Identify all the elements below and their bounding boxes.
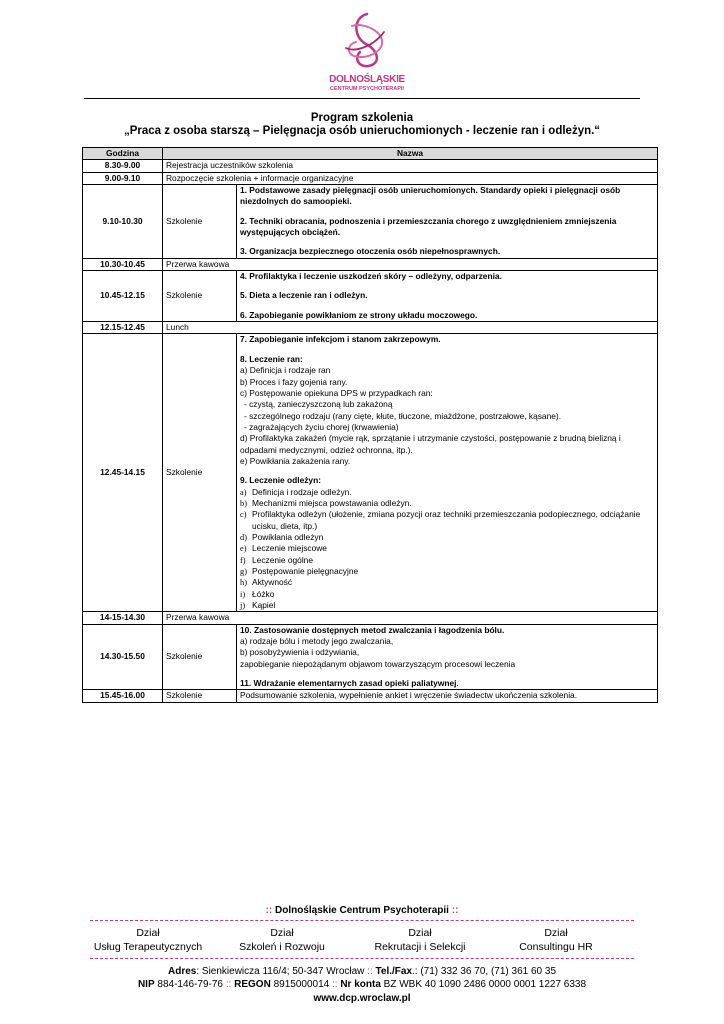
list-item [240, 600, 654, 611]
table-row [83, 624, 658, 690]
footer-website[interactable]: www.dcp.wroclaw.pl [313, 993, 411, 1004]
row-type: Szkolenie [163, 690, 237, 702]
row-time: 12.15-12.45 [83, 322, 163, 334]
konto-value: BZ WBK 40 1090 2486 0000 0001 1227 6338 [383, 979, 587, 990]
list-text: Postępowanie pielęgnacyjne [252, 566, 359, 576]
row-time: 8.30-9.00 [83, 160, 163, 172]
topic-item: 2. Techniki obracania, podnoszenia i przemieszczania chorego z uwzględnieniem zmniejszenia występujących obciążeń. [240, 215, 617, 238]
row-time: 14-15-14.30 [83, 612, 163, 624]
header-godzina: Godzina [83, 148, 163, 160]
row-desc: Przerwa kawowa [163, 258, 658, 270]
list-marker: c) [240, 510, 247, 520]
department-label: Dział [270, 927, 294, 939]
page-subtitle: „Praca z osoba starszą – Pielęgnacja osób unieruchomionych - leczenie ran i odleżyn.“ [123, 125, 601, 137]
footer-org-title [0, 905, 724, 916]
separator: :: [331, 979, 338, 990]
regon-label: REGON [234, 979, 271, 990]
schedule-table [82, 147, 658, 703]
footer-department [350, 927, 490, 954]
row-desc: Przerwa kawowa [163, 612, 658, 624]
row-desc: Podsumowanie szkolenia, wypełnienie ankiet i wręczenie świadectw ukończenia szkolenia. [237, 690, 658, 702]
topic-item: 6. Zapobieganie powikłaniom ze strony układu moczowego. [240, 309, 478, 320]
header-divider [84, 98, 640, 99]
row-content [237, 624, 658, 690]
list-marker: g) [240, 567, 247, 576]
list-text: Definicja i rodzaje odleżyn. [252, 486, 352, 497]
list-marker: d) [240, 532, 247, 542]
nip-value: 884-146-79-76 [157, 979, 223, 990]
row-desc: Rejestracja uczestników szkolenia [163, 160, 658, 172]
list-item [240, 543, 654, 554]
list-item: c) Postępowanie opiekuna DPS w przypadkach ran: [240, 387, 433, 398]
topic-heading: 11. Wdrażanie elementarnych zasad opieki paliatywnej. [240, 678, 459, 689]
footer-org-suffix: :: [451, 905, 459, 916]
logo [322, 8, 412, 94]
table-row [83, 160, 658, 172]
department-name: Szkoleń i Rozwoju [239, 940, 325, 953]
separator: :: [367, 966, 373, 977]
table-row [83, 690, 658, 702]
list-item: - czystą, zanieczyszczoną lub zakażoną [244, 399, 393, 410]
department-name: Rekrutacji i Selekcji [374, 940, 466, 953]
row-time: 9.10-10.30 [83, 185, 163, 259]
logo-line2: CENTRUM PSYCHOTERAPII [330, 86, 404, 92]
list-item: - zagrażających życiu chorej (krwawienia) [244, 421, 399, 432]
odlezyny-list [240, 487, 654, 612]
footer-department [212, 927, 352, 954]
list-item: zapobieganie niepożądanym objawom towarzyszącym procesowi leczenia [240, 658, 516, 669]
list-text: Leczenie miejscowe [252, 543, 327, 554]
list-marker: f) [240, 555, 246, 565]
list-marker: a) [240, 487, 247, 497]
topic-item: 1. Podstawowe zasady pielęgnacji osób unieruchomionych. Standardy opieki i pielęgnacji osób niezdolnych do samoopieki. [240, 185, 621, 207]
list-text: Profilaktyka odleżyn (ułożenie, zmiana pozycji oraz techniki przemieszczania podopiecznego, odciążanie ucisku, dieta, itp.) [252, 509, 641, 531]
row-time: 10.45-12.15 [83, 271, 163, 322]
table-row [83, 185, 658, 259]
list-text: Mechanizmi miejsca powstawania odleżyn. [252, 497, 412, 508]
tel-label: Tel./Fax [375, 966, 413, 977]
table-row [83, 334, 658, 612]
nip-label: NIP [137, 979, 155, 990]
list-marker: h) [240, 578, 247, 588]
row-time: 14.30-15.50 [83, 624, 163, 690]
list-marker: e) [240, 544, 247, 554]
list-marker: b) [240, 498, 247, 508]
list-marker: j) [240, 601, 246, 611]
page-title: Program szkolenia [310, 112, 414, 124]
list-item: e) Powikłania zakażenia rany. [240, 455, 351, 466]
topic-item: 5. Dieta a leczenie ran i odleżyn. [240, 290, 368, 301]
list-item [240, 566, 654, 577]
list-item [240, 555, 654, 566]
regon-value: 8915000014 [273, 979, 330, 990]
list-text: Łóżko [252, 588, 275, 599]
list-text: Powikłania odleżyn [252, 531, 324, 542]
footer-org-name: Dolnośląskie Centrum Psychoterapii [275, 905, 449, 916]
row-time: 12.45-14.15 [83, 334, 163, 612]
list-text: Leczenie ogólne [252, 554, 314, 565]
list-item: d) Profilaktyka zakażeń (mycie rąk, sprzątanie i utrzymanie czystości, postępowanie z brudną bielizną i odpadami medycznymi, odzież ochronna, itp.). [240, 433, 621, 455]
department-label: Dział [136, 927, 160, 939]
list-text: Kąpiel [252, 600, 276, 611]
department-label: Dział [408, 927, 432, 939]
row-type: Szkolenie [163, 624, 237, 690]
header-nazwa: Nazwa [163, 148, 658, 160]
footer-department [486, 927, 626, 954]
list-item [240, 487, 654, 498]
konto-label: Nr konta [340, 979, 381, 990]
table-row [83, 322, 658, 334]
row-content [237, 185, 658, 259]
row-time: 15.45-16.00 [83, 690, 163, 702]
list-item [240, 589, 654, 600]
list-text: Aktywność [252, 577, 293, 588]
address-label: Adres [167, 966, 197, 977]
table-header-row [83, 148, 658, 160]
topic-heading: 10. Zastosowanie dostępnych metod zwalczania i łagodzenia bólu. [240, 624, 505, 635]
footer-divider-top [90, 920, 634, 921]
footer-divider-bottom [90, 958, 634, 959]
row-content [237, 271, 658, 322]
topic-heading: 9. Leczenie odleżyn: [240, 475, 321, 486]
row-type: Szkolenie [163, 185, 237, 259]
footer-address-line [0, 966, 724, 977]
list-marker: i) [240, 589, 246, 599]
department-name: Usług Terapeutycznych [93, 940, 203, 953]
list-item: a) rodzaje bólu i metody jego zwalczania, [240, 636, 394, 647]
department-name: Consultingu HR [519, 940, 593, 953]
topic-heading: 8. Leczenie ran: [240, 353, 303, 364]
footer-org-prefix: :: [265, 905, 273, 916]
row-type: Szkolenie [163, 334, 237, 612]
row-desc: Rozpoczęcie szkolenia + informacje organizacyjne [163, 172, 658, 184]
row-time: 10.30-10.45 [83, 258, 163, 270]
row-time: 9.00-9.10 [83, 172, 163, 184]
list-item: b) posobyżywienia i odżywiania, [240, 647, 360, 658]
footer-department [78, 927, 218, 954]
list-item: - szczególnego rodzaju (rany cięte, kłute, tłuczone, miażdżone, postrzałowe, kąsane). [244, 410, 562, 421]
list-item: b) Proces i fazy gojenia rany. [240, 376, 348, 387]
table-row [83, 612, 658, 624]
tel-text: .: (71) 332 36 70, (71) 361 60 35 [412, 966, 557, 977]
footer-registry-line [0, 979, 724, 990]
list-item: a) Definicja i rodzaje ran [240, 365, 331, 376]
separator: :: [225, 979, 232, 990]
list-item [240, 509, 654, 532]
row-desc: Lunch [163, 322, 658, 334]
topic-item: 3. Organizacja bezpiecznego otoczenia osób niepełnosprawnych. [240, 246, 501, 257]
topic-heading: 7. Zapobieganie infekcjom i stanom zakrzepowym. [240, 334, 441, 345]
list-item [240, 577, 654, 588]
logo-ribbon-icon [332, 8, 402, 72]
table-row [83, 258, 658, 270]
table-row [83, 172, 658, 184]
topic-item: 4. Profilaktyka i leczenie uszkodzeń skóry – odleżyny, odparzenia. [240, 271, 502, 282]
row-type: Szkolenie [163, 271, 237, 322]
list-item [240, 532, 654, 543]
department-label: Dział [544, 927, 568, 939]
logo-line1: DOLNOŚLĄSKIE [329, 74, 405, 85]
table-row [83, 271, 658, 322]
row-content [237, 334, 658, 612]
list-item [240, 498, 654, 509]
address-text: : Sienkiewicza 116/4; 50-347 Wrocław [196, 966, 365, 977]
